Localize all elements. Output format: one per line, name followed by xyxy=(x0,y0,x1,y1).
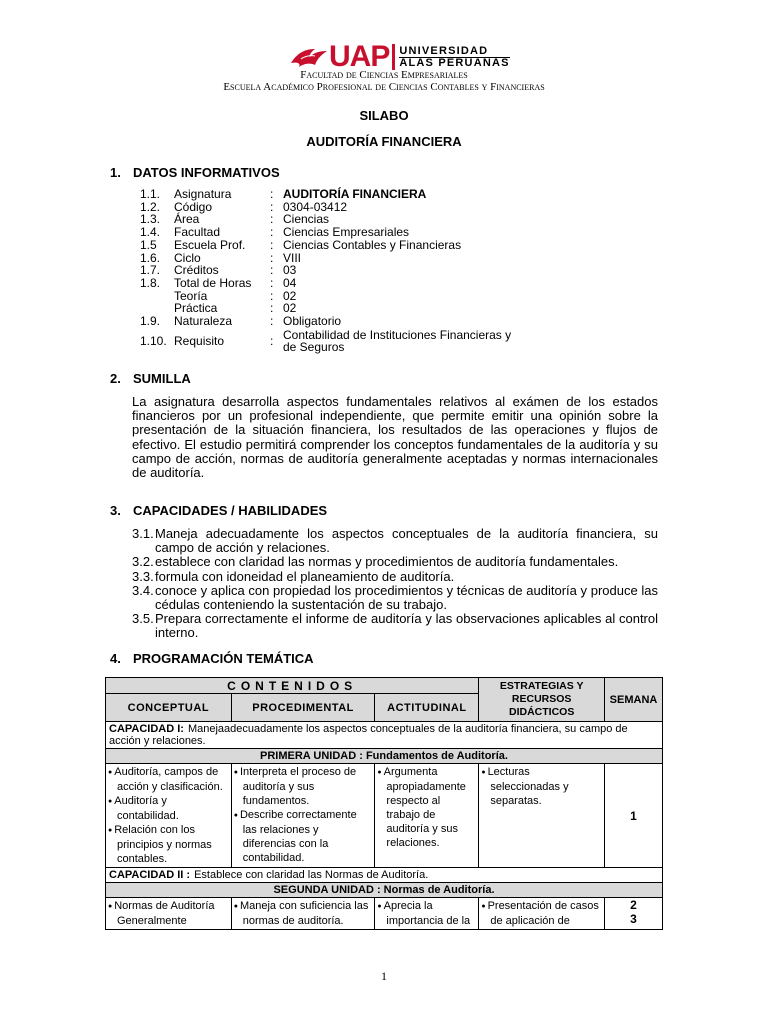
datos-row xyxy=(140,329,523,354)
conceptual-cell xyxy=(106,764,232,868)
capacidad-text: conoce y aplica con propiedad los procedimientos y técnicas de auditoría y produce las cédulas conteniendo la sustentación de su trabajo. xyxy=(155,582,658,613)
capacidad-number: 3.3. xyxy=(132,568,154,584)
datos-number: 1.6. xyxy=(140,250,161,265)
datos-informativos-list xyxy=(140,188,523,354)
datos-key: Teoría xyxy=(174,288,208,303)
logo-uap-text: UAP xyxy=(329,40,390,73)
datos-number: 1.7. xyxy=(140,263,161,278)
datos-separator: : xyxy=(270,263,274,278)
datos-key: Asignatura xyxy=(174,187,232,201)
capacidad-row xyxy=(106,868,663,883)
datos-key: Naturaleza xyxy=(174,314,233,329)
logo-line-1: UNIVERSIDAD xyxy=(399,44,489,57)
datos-key: Práctica xyxy=(174,301,218,316)
datos-key: Facultad xyxy=(174,225,221,240)
capacidad-text: Manejaadecuadamente los aspectos conceptuales de la auditoría financiera, su campo de acción y relaciones. xyxy=(109,723,628,747)
estrategias-cell xyxy=(479,764,605,868)
capacidad-item xyxy=(132,612,658,640)
page-number: 1 xyxy=(381,969,387,983)
capacidad-row xyxy=(106,722,663,749)
bullet-list xyxy=(481,765,602,808)
header-actitudinal: ACTITUDINAL xyxy=(375,694,479,722)
university-logo xyxy=(289,42,510,72)
semana-cell xyxy=(605,898,663,930)
datos-number xyxy=(140,290,174,303)
semana-cell: 1 xyxy=(605,764,663,868)
section-heading-datos xyxy=(110,165,280,180)
datos-row xyxy=(140,226,523,239)
datos-number: 1.5 xyxy=(140,237,157,252)
programacion-table xyxy=(105,677,663,930)
capacidad-text: formula con idoneidad el planeamiento de auditoría. xyxy=(155,568,455,584)
section-number: 2. xyxy=(110,371,121,386)
datos-row xyxy=(140,277,523,290)
bullet-item: ● Describe correctamente las relaciones y diferencias con la contabilidad. xyxy=(234,808,373,865)
section-label: PROGRAMACIÓN TEMÁTICA xyxy=(133,651,314,666)
datos-separator: : xyxy=(270,333,274,348)
datos-separator: : xyxy=(270,199,274,214)
datos-value: Obligatorio xyxy=(283,314,342,329)
capacidad-text: establece con claridad las normas y procedimientos de auditoría fundamentales. xyxy=(155,554,619,570)
datos-row xyxy=(140,239,523,252)
datos-value: 02 xyxy=(283,301,297,316)
datos-number: 1.10. xyxy=(140,333,167,348)
capacidad-item xyxy=(132,584,658,612)
datos-key: Créditos xyxy=(174,263,219,278)
section-heading-programacion xyxy=(110,651,314,666)
bullet-list xyxy=(377,765,476,850)
capacidad-label: CAPACIDAD I: xyxy=(109,723,184,735)
faculty-name: Facultad de Ciencias Empresariales xyxy=(300,69,468,81)
datos-value: Ciencias Contables y Financieras xyxy=(283,237,462,252)
datos-number: 1.2. xyxy=(140,199,161,214)
datos-row xyxy=(140,315,523,328)
unit-row: PRIMERA UNIDAD : Fundamentos de Auditoría. xyxy=(106,749,663,764)
capacidad-label: CAPACIDAD II : xyxy=(109,869,191,881)
datos-key: Código xyxy=(174,199,213,214)
bullet-item: ● Lecturas seleccionadas y separatas. xyxy=(481,765,602,808)
bullet-item: ● Aprecia la importancia de la xyxy=(377,899,476,928)
datos-separator: : xyxy=(270,288,274,303)
conceptual-cell xyxy=(106,898,232,930)
semana-value: 3 xyxy=(630,912,637,926)
datos-number: 1.4. xyxy=(140,225,161,240)
datos-separator: : xyxy=(270,250,274,265)
section-heading-capacidades xyxy=(110,503,327,518)
sumilla-paragraph: La asignatura desarrolla aspectos fundamentales relativos al exámen de los estados financieros por un profesional independiente, que permite emitir una opinión sobre la presentación de la situación financiera, los resultados de las operaciones y flujos de efectivo. El estudio permitirá comprender los conceptos fundamentales de la auditoría y su campo de acción, normas de auditoría generalmente aceptadas y normas internacionales de auditoría. xyxy=(132,394,658,481)
section-number: 1. xyxy=(110,165,121,180)
datos-separator: : xyxy=(270,314,274,329)
bullet-item: ● Argumenta apropiadamente respecto al trabajo de auditoría y sus relaciones. xyxy=(377,765,476,850)
bullet-list xyxy=(234,765,373,865)
bullet-item: ● Normas de Auditoría Generalmente xyxy=(108,899,229,928)
capacidad-item xyxy=(132,527,658,555)
capacidad-text: Prepara correctamente el informe de auditoría y las observaciones aplicables al control interno. xyxy=(155,611,658,641)
header-semana: SEMANA xyxy=(605,678,663,722)
procedimental-cell xyxy=(231,898,375,930)
datos-value: Ciencias xyxy=(283,212,330,227)
datos-separator: : xyxy=(270,275,274,290)
section-number: 3. xyxy=(110,503,121,518)
datos-separator: : xyxy=(270,187,274,201)
logo-wordmark xyxy=(399,46,509,69)
datos-separator: : xyxy=(270,237,274,252)
procedimental-cell xyxy=(231,764,375,868)
datos-value: AUDITORÍA FINANCIERA xyxy=(283,187,427,201)
datos-value: VIII xyxy=(283,250,302,265)
datos-value: Contabilidad de Instituciones Financieras y de Seguros xyxy=(283,327,512,355)
datos-key: Área xyxy=(174,212,200,227)
bullet-item: ● Maneja con suficiencia las normas de auditoría. xyxy=(234,899,373,928)
header-estrategias: ESTRATEGIAS Y RECURSOS DIDÁCTICOS xyxy=(479,678,605,722)
semana-value: 2 xyxy=(630,898,637,912)
bullet-item: ● Interpreta el proceso de auditoría y sus fundamentos. xyxy=(234,765,373,808)
bullet-item: ● Auditoría, campos de acción y clasificación. xyxy=(108,765,229,794)
section-label: DATOS INFORMATIVOS xyxy=(133,165,280,180)
datos-number: 1.3. xyxy=(140,212,161,227)
actitudinal-cell xyxy=(375,764,479,868)
section-label: CAPACIDADES / HABILIDADES xyxy=(133,503,328,518)
datos-separator: : xyxy=(270,301,274,316)
school-name: Escuela Académico Profesional de Ciencias Contables y Financieras xyxy=(223,81,545,93)
capacidad-text: Establece con claridad las Normas de Auditoría. xyxy=(194,869,429,881)
header-conceptual: CONCEPTUAL xyxy=(106,694,232,722)
datos-value: 02 xyxy=(283,288,297,303)
datos-key: Ciclo xyxy=(174,250,201,265)
bullet-list xyxy=(108,765,229,866)
section-number: 4. xyxy=(110,651,121,666)
datos-number: 1.8. xyxy=(140,275,161,290)
capacidad-item xyxy=(132,555,658,569)
capacidades-list xyxy=(132,527,658,641)
unit-row: SEGUNDA UNIDAD : Normas de Auditoría. xyxy=(106,883,663,898)
capacidad-number: 3.2. xyxy=(132,554,154,570)
datos-number: 1.9. xyxy=(140,314,161,329)
datos-value: 04 xyxy=(283,275,297,290)
capacidad-number: 3.1. xyxy=(132,526,154,541)
capacidad-item xyxy=(132,570,658,584)
bullet-list xyxy=(481,899,602,928)
logo-divider xyxy=(392,44,395,70)
datos-separator: : xyxy=(270,212,274,227)
bullet-item: ● Auditoría y contabilidad. xyxy=(108,794,229,823)
datos-value: Ciencias Empresariales xyxy=(283,225,410,240)
datos-number: 1.1. xyxy=(140,187,161,201)
datos-row xyxy=(140,188,523,201)
bullet-list xyxy=(108,899,229,928)
datos-value: 03 xyxy=(283,263,297,278)
capacidad-number: 3.5. xyxy=(132,611,154,627)
capacidad-number: 3.4. xyxy=(132,582,154,598)
course-title: AUDITORÍA FINANCIERA xyxy=(306,134,462,149)
header-procedimental: PROCEDIMENTAL xyxy=(231,694,375,722)
capacidad-text: Maneja adecuadamente los aspectos conceptuales de la auditoría financiera, su campo de acción y relaciones. xyxy=(155,526,658,556)
bullet-item: ● Presentación de casos de aplicación de xyxy=(481,899,602,928)
bullet-list xyxy=(234,899,373,928)
logo-line-2: ALAS PERUANAS xyxy=(399,56,510,69)
bullet-list xyxy=(377,899,476,928)
bullet-item: ● Relación con los principios y normas contables. xyxy=(108,823,229,866)
document-title: SILABO xyxy=(359,108,409,123)
datos-key: Requisito xyxy=(174,333,225,348)
header-contenidos: CONTENIDOS xyxy=(106,678,479,694)
section-heading-sumilla xyxy=(110,371,191,386)
actitudinal-cell xyxy=(375,898,479,930)
datos-separator: : xyxy=(270,225,274,240)
estrategias-cell xyxy=(479,898,605,930)
condor-logo-icon xyxy=(289,43,329,71)
datos-key: Escuela Prof. xyxy=(174,237,246,252)
section-label: SUMILLA xyxy=(133,371,191,386)
datos-value: 0304-03412 xyxy=(283,199,348,214)
datos-key: Total de Horas xyxy=(174,275,252,290)
